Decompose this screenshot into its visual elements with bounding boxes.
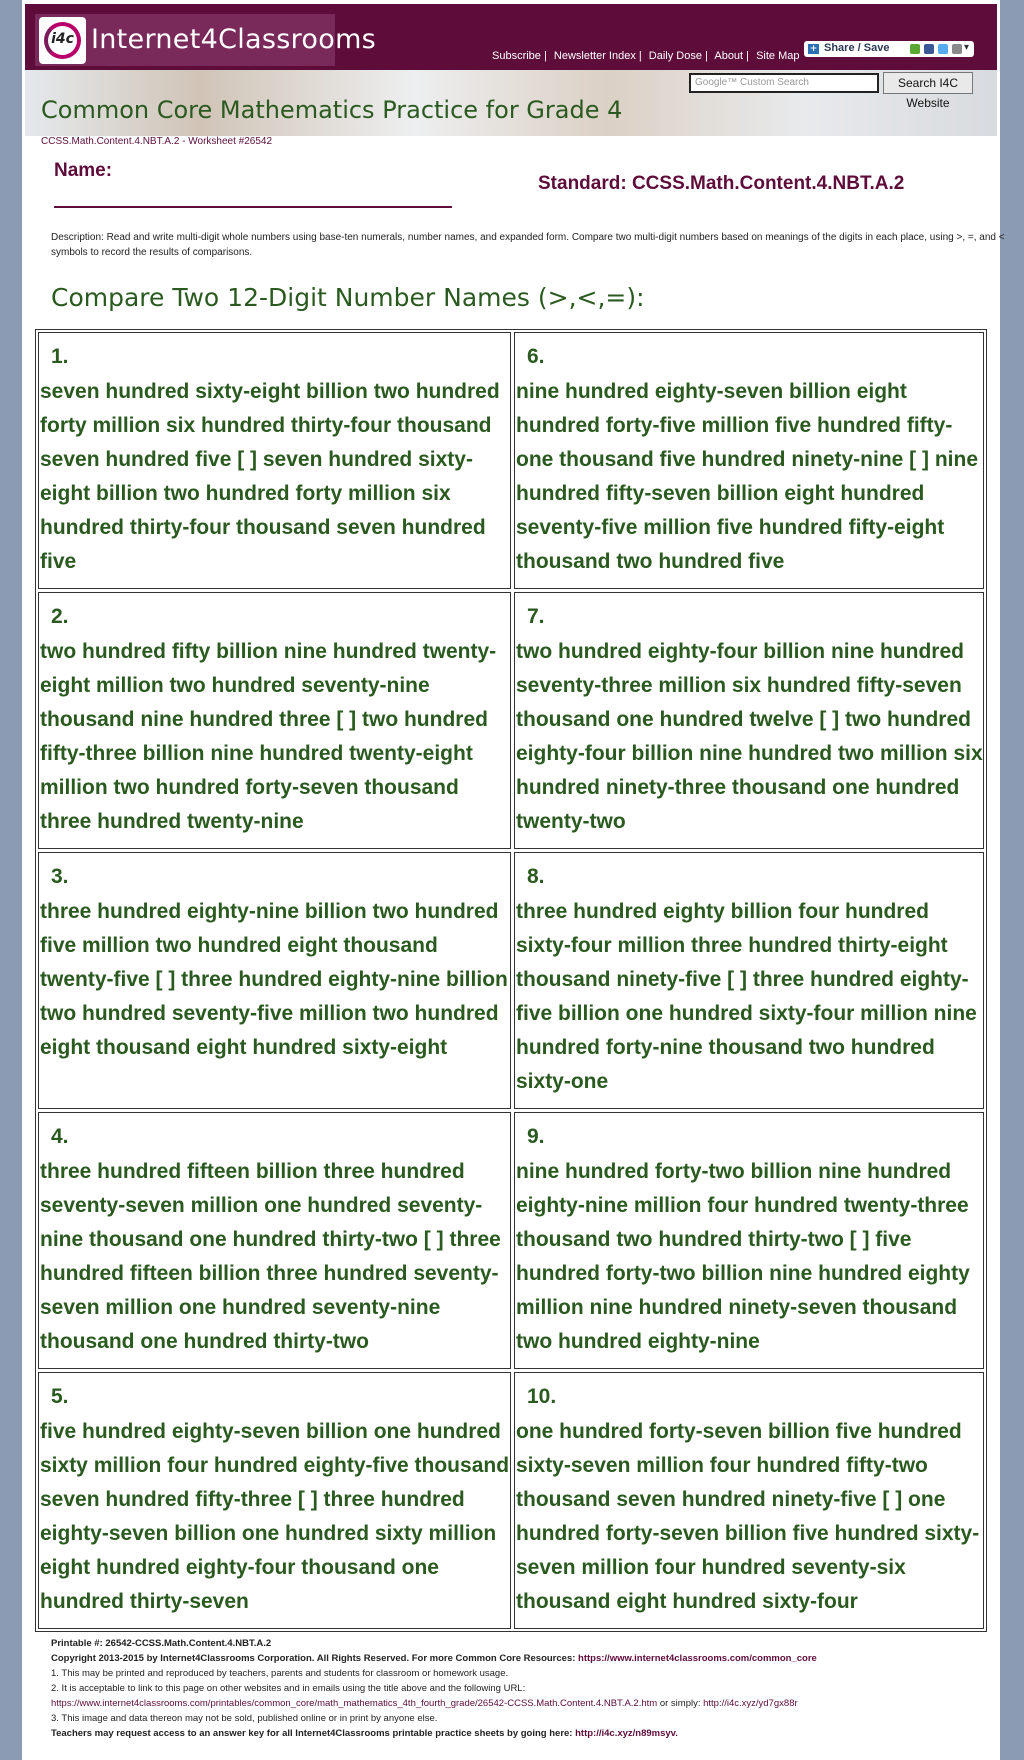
- common-core-link[interactable]: https://www.internet4classrooms.com/common_core: [578, 1653, 817, 1664]
- usage-note-3: 3. This image and data thereon may not be sold, published online or in print by anyone else.: [51, 1713, 438, 1724]
- plus-icon: +: [809, 44, 818, 54]
- answer-key-link[interactable]: http://i4c.xyz/n89msyv.: [575, 1728, 678, 1739]
- problem-cell: [38, 332, 511, 589]
- top-nav: [492, 50, 804, 62]
- usage-note-2: 2. It is acceptable to link to this page on other websites and in emails using the title above and the following URL:: [51, 1683, 526, 1694]
- problem-text: nine hundred eighty-seven billion eight hundred forty-five million five hundred fifty-one thousand five hundred ninety-nine [ ] nine hundred fifty-seven billion eight hundred seventy-five million five hundred fifty-eight thousand two hundred five: [516, 380, 978, 573]
- nav-about[interactable]: About |: [714, 50, 750, 62]
- breadcrumb: CCSS.Math.Content.4.NBT.A.2 - Worksheet #26542: [41, 136, 273, 147]
- chevron-down-icon: ▾: [963, 42, 969, 53]
- email-icon: [952, 44, 962, 54]
- problem-text: nine hundred forty-two billion nine hundred eighty-nine million four hundred twenty-three thousand two hundred thirty-two [ ] five hundred forty-two billion nine hundred eighty million nine hundred ninety-seven thousand two hundred eighty-nine: [516, 1160, 970, 1353]
- facebook-icon: [924, 44, 934, 54]
- problem-text: two hundred eighty-four billion nine hundred seventy-three million six hundred fifty-seven thousand one hundred twelve [ ] two hundred eighty-four billion nine hundred two million six hundred ninety-three thousand one hundred twenty-two: [516, 640, 983, 833]
- url-or: or simply:: [659, 1698, 701, 1709]
- problem-number: 4.: [51, 1125, 69, 1148]
- nav-subscribe[interactable]: Subscribe |: [492, 50, 547, 62]
- share-save-button[interactable]: [804, 41, 974, 57]
- short-url-link[interactable]: http://i4c.xyz/yd7gx88r: [703, 1698, 798, 1709]
- problem-text: three hundred eighty-nine billion two hundred five million two hundred eight thousand twenty-five [ ] three hundred eighty-nine billion two hundred seventy-five million two hundred eight thousand eight hundred sixty-eight: [40, 900, 508, 1059]
- problem-cell: [38, 1112, 511, 1369]
- problem-grid: [35, 329, 987, 1632]
- copyright: [51, 1651, 1011, 1666]
- worksheet-title: Compare Two 12-Digit Number Names (>,<,=):: [51, 283, 645, 312]
- search-button[interactable]: Search I4C Website: [883, 72, 973, 94]
- problem-number: 8.: [527, 865, 545, 888]
- nav-daily-dose[interactable]: Daily Dose |: [648, 50, 708, 62]
- problem-text: seven hundred sixty-eight billion two hundred forty million six hundred thirty-four thousand seven hundred five [ ] seven hundred sixty-eight billion two hundred forty million six hundred thirty-four thousand seven hundred five: [40, 380, 500, 573]
- problem-cell: [514, 332, 984, 589]
- problem-cell: [514, 592, 984, 849]
- page: [22, 0, 1005, 1760]
- problem-cell: [514, 1372, 984, 1629]
- nav-site-map[interactable]: Site Map: [756, 50, 800, 62]
- page-url-link[interactable]: https://www.internet4classrooms.com/printables/common_core/math_mathematics_4th_fourth_grade/26542-CCSS.Math.Content.4.NBT.A.2.htm: [51, 1698, 658, 1709]
- problem-number: 5.: [51, 1385, 69, 1408]
- url-line: [51, 1696, 1011, 1711]
- problem-cell: [38, 852, 511, 1109]
- problem-text: three hundred fifteen billion three hundred seventy-seven million one hundred seventy-nine thousand one hundred thirty-two [ ] three hundred fifteen billion three hundred seventy-seven million one hundred seventy-nine thousand one hundred thirty-two: [40, 1160, 501, 1353]
- problem-cell: [514, 852, 984, 1109]
- problem-cell: [38, 1372, 511, 1629]
- problem-number: 1.: [51, 345, 69, 368]
- search-input[interactable]: Google™ Custom Search: [689, 73, 879, 93]
- problem-number: 9.: [527, 1125, 545, 1148]
- site-header: [25, 4, 997, 70]
- problem-number: 2.: [51, 605, 69, 628]
- logo-text: Internet4Classrooms: [91, 24, 377, 55]
- printable-number: Printable #: 26542-CCSS.Math.Content.4.NBT.A.2: [51, 1638, 272, 1649]
- problem-number: 6.: [527, 345, 545, 368]
- problem-cell: [514, 1112, 984, 1369]
- problem-number: 10.: [527, 1385, 557, 1408]
- logo-icon: i4c: [39, 17, 86, 64]
- page-title: Common Core Mathematics Practice for Grade 4: [41, 96, 623, 124]
- usage-note-1: 1. This may be printed and reproduced by teachers, parents and students for classroom or homework usage.: [51, 1668, 509, 1679]
- footer: [51, 1636, 1011, 1741]
- share-label: Share / Save: [824, 42, 890, 54]
- problem-cell: [38, 592, 511, 849]
- problem-text: three hundred eighty billion four hundred sixty-four million three hundred thirty-eight thousand ninety-five [ ] three hundred eighty-five billion one hundred sixty-four million nine hundred forty-nine thousand two hundred sixty-one: [516, 900, 977, 1093]
- refresh-icon: [910, 44, 920, 54]
- standard-label: Standard: CCSS.Math.Content.4.NBT.A.2: [538, 173, 905, 194]
- name-line: [54, 206, 452, 208]
- answer-key-text: Teachers may request access to an answer key for all Internet4Classrooms printable practice sheets by going here:: [51, 1728, 573, 1739]
- problem-number: 7.: [527, 605, 545, 628]
- copyright-text: Copyright 2013-2015 by Internet4Classrooms Corporation. All Rights Reserved. For more Common Core Resources:: [51, 1653, 576, 1664]
- problem-number: 3.: [51, 865, 69, 888]
- problem-text: one hundred forty-seven billion five hundred sixty-seven million four hundred fifty-two thousand seven hundred ninety-five [ ] one hundred forty-seven billion five hundred sixty-seven million four hundred seventy-six thousand eight hundred sixty-four: [516, 1420, 980, 1613]
- nav-newsletter-index[interactable]: Newsletter Index |: [553, 50, 642, 62]
- problem-text: five hundred eighty-seven billion one hundred sixty million four hundred eighty-five thousand seven hundred fifty-three [ ] three hundred eighty-seven billion one hundred sixty million eight hundred eighty-four thousand one hundred thirty-seven: [40, 1420, 510, 1613]
- site-logo[interactable]: [35, 14, 377, 66]
- twitter-icon: [938, 44, 948, 54]
- description: Description: Read and write multi-digit whole numbers using base-ten numerals, number names, and expanded form. Compare two multi-digit numbers based on meanings of the digits in each place, using >, =, and < symbols to record the results of comparisons.: [51, 232, 1005, 258]
- name-label: Name:: [54, 160, 113, 181]
- problem-text: two hundred fifty billion nine hundred twenty-eight million two hundred seventy-nine thousand nine hundred three [ ] two hundred fifty-three billion nine hundred twenty-eight million two hundred forty-seven thousand three hundred twenty-nine: [40, 640, 497, 833]
- answer-key-note: [51, 1726, 1011, 1741]
